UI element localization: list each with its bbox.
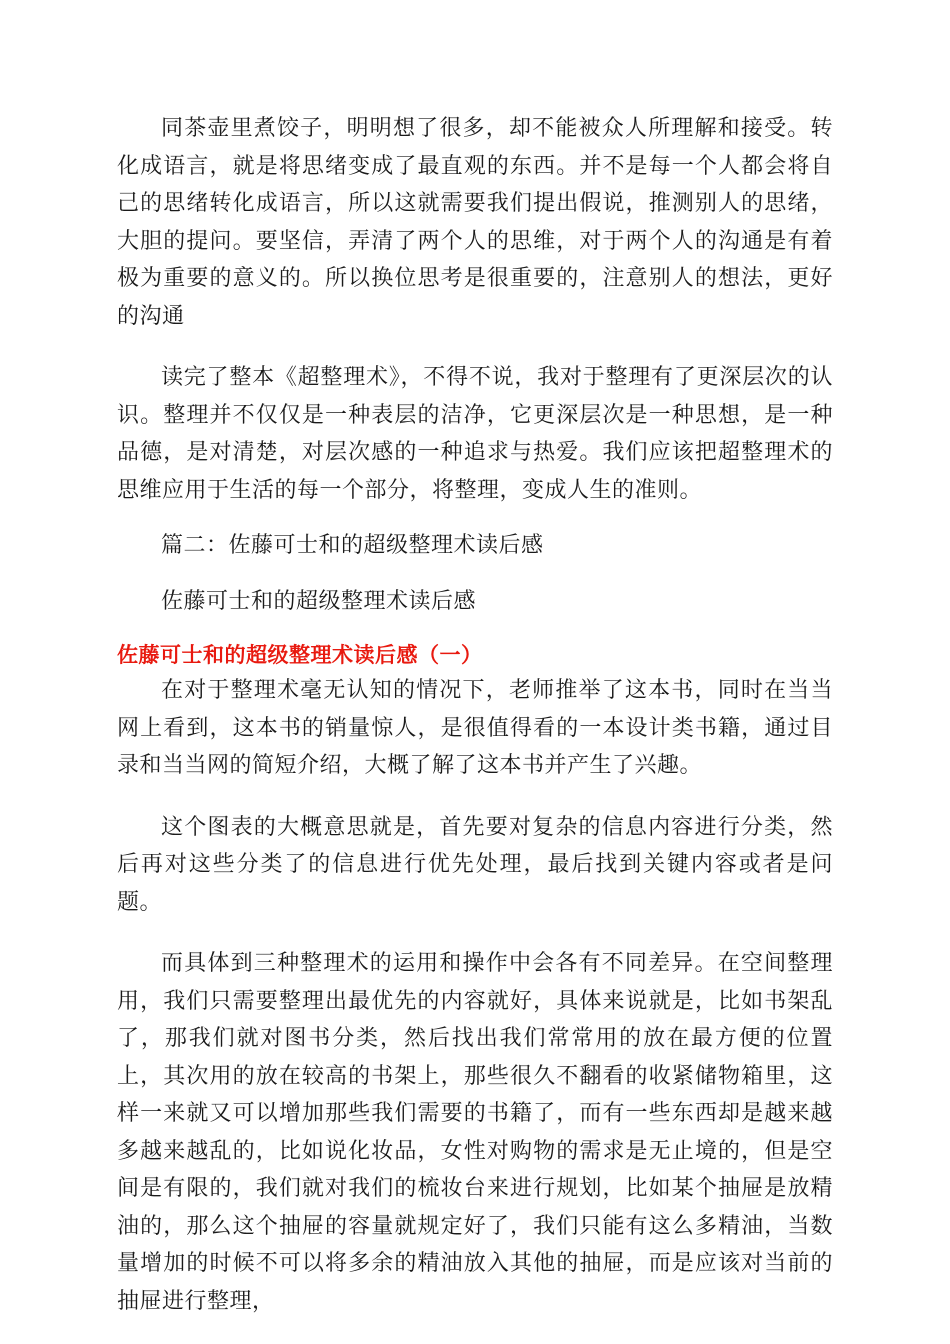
body-paragraph-1: 同茶壶里煮饺子，明明想了很多，却不能被众人所理解和接受。转化成语言，就是将思绪变成了最直观的东西。并不是每一个人都会将自己的思绪转化成语言，所以这就需要我们提出假说，推测别人的思绪，大胆的提问。要坚信，弄清了两个人的思维，对于两个人的沟通是有着极为重要的意义的。所以换位思考是很重要的，注意别人的想法，更好的沟通 xyxy=(117,116,833,329)
section-paragraph-2: 这个图表的大概意思就是，首先要对复杂的信息内容进行分类，然后再对这些分类了的信息进行优先处理，最后找到关键内容或者是问题。 xyxy=(117,814,833,915)
section-paragraph-3: 而具体到三种整理术的运用和操作中会各有不同差异。在空间整理用，我们只需要整理出最优先的内容就好，具体来说就是，比如书架乱了，那我们就对图书分类，然后找出我们常常用的放在最方便的位置上，其次用的放在较高的书架上，那些很久不翻看的收紧储物箱里，这样一来就又可以增加那些我们需要的书籍了，而有一些东西却是越来越多越来越乱的，比如说化妆品，女性对购物的需求是无止境的，但是空间是有限的，我们就对我们的梳妆台来进行规划，比如某个抽屉是放精油的，那么这个抽屉的容量就规定好了，我们只能有这么多精油，当数量增加的时候不可以将多余的精油放入其他的抽屉，而是应该对当前的抽屉进行整理， xyxy=(117,951,833,1314)
part-label: 篇二：佐藤可士和的超级整理术读后感 xyxy=(161,533,544,558)
body-paragraph-2: 读完了整本《超整理术》，不得不说，我对于整理有了更深层次的认识。整理并不仅仅是一种表层的洁净，它更深层次是一种思想，是一种品德，是对清楚，对层次感的一种追求与热爱。我们应该把超整理术的思维应用于生活的每一个部分，将整理，变成人生的准则。 xyxy=(117,365,833,503)
section-paragraph-1: 在对于整理术毫无认知的情况下，老师推举了这本书，同时在当当网上看到，这本书的销量惊人，是很值得看的一本设计类书籍，通过目录和当当网的简短介绍，大概了解了这本书并产生了兴趣。 xyxy=(117,678,833,778)
document-page xyxy=(117,110,833,1320)
section-heading: 佐藤可士和的超级整理术读后感（一） xyxy=(117,643,483,667)
article-subtitle: 佐藤可士和的超级整理术读后感 xyxy=(161,588,477,614)
